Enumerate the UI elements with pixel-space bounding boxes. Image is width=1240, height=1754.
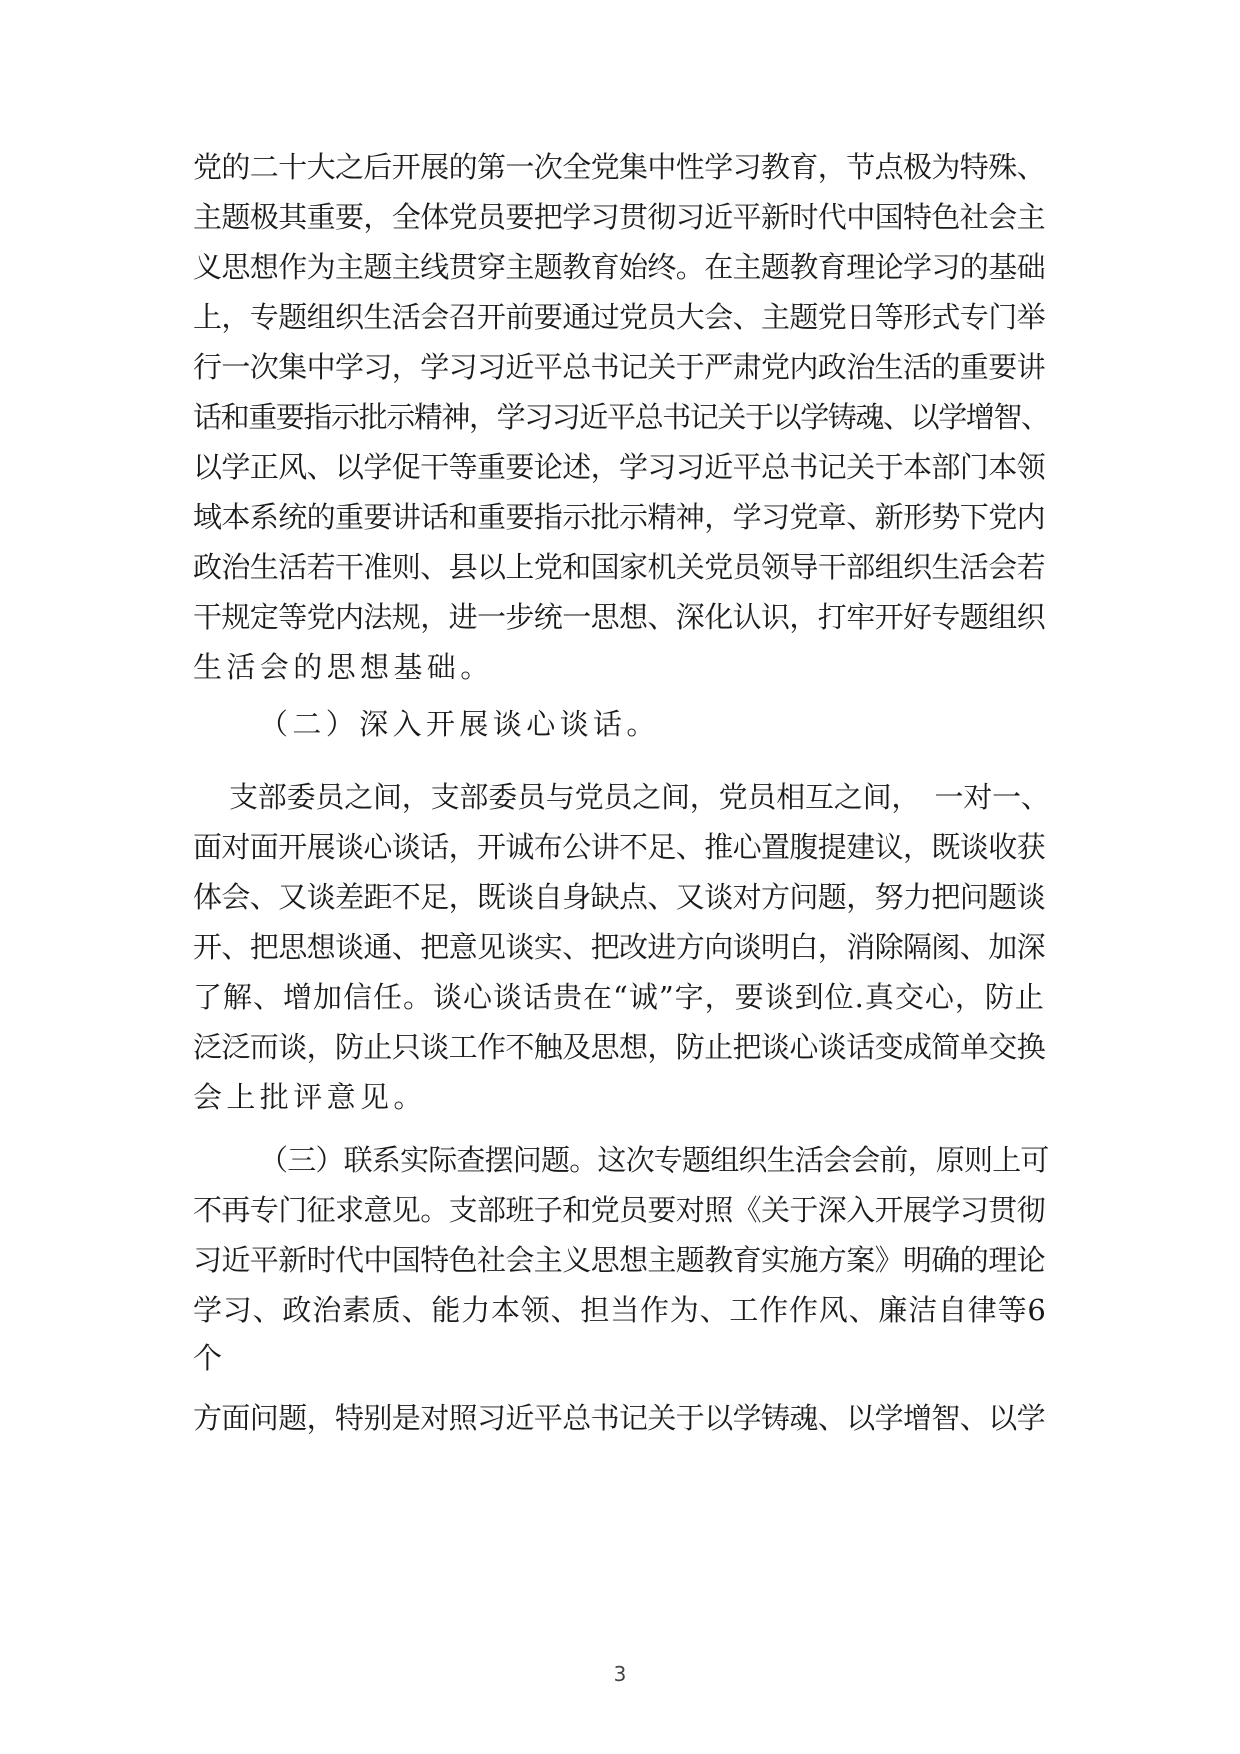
section-heading-two: （二）深入开展谈心谈话。 <box>259 707 660 741</box>
text-line: 行一次集中学习，学习习近平总书记关于严肃党内政治生活的重要讲 <box>193 350 1046 384</box>
text-line: 不再专门征求意见。支部班子和党员要对照《关于深入开展学习贯彻 <box>193 1193 1046 1227</box>
text-line: 域本系统的重要讲话和重要指示批示精神，学习党章、新形势下党内 <box>193 500 1046 534</box>
text-line: 体会、又谈差距不足，既谈自身缺点、又谈对方问题，努力把问题谈 <box>193 880 1046 914</box>
text-line: 党的二十大之后开展的第一次全党集中性学习教育，节点极为特殊、 <box>193 150 1046 184</box>
text-line: 学习、政治素质、能力本领、担当作为、工作作风、廉洁自律等6 <box>193 1293 1047 1327</box>
text-line: 开、把思想谈通、把意见谈实、把改进方向谈明白，消除隔阂、加深 <box>193 930 1046 964</box>
text-line: 以学正风、以学促干等重要论述，学习习近平总书记关于本部门本领 <box>193 450 1046 484</box>
text-line: 泛泛而谈，防止只谈工作不触及思想，防止把谈心谈话变成简单交换 <box>193 1030 1046 1064</box>
text-line: 干规定等党内法规，进一步统一思想、深化认识，打牢开好专题组织 <box>193 600 1046 634</box>
text-line: 习近平新时代中国特色社会主义思想主题教育实施方案》明确的理论 <box>193 1243 1046 1277</box>
text-line: 义思想作为主题主线贯穿主题教育始终。在主题教育理论学习的基础 <box>193 250 1046 284</box>
section-heading-three: （三）联系实际查摆问题。这次专题组织生活会会前，原则上可 <box>259 1143 1049 1177</box>
text-line: 话和重要指示批示精神，学习习近平总书记关于以学铸魂、以学增智、 <box>193 400 1049 434</box>
text-line: 了解、增加信任。谈心谈话贵在“诚”字，要谈到位.真交心，防止 <box>193 980 1045 1014</box>
text-line: 主题极其重要，全体党员要把学习贯彻习近平新时代中国特色社会主 <box>193 200 1046 234</box>
text-line: 个 <box>193 1341 227 1375</box>
text-line: 生活会的思想基础。 <box>193 650 494 684</box>
page-number: 3 <box>613 1662 627 1686</box>
text-line: 方面问题，特别是对照习近平总书记关于以学铸魂、以学增智、以学 <box>193 1401 1046 1435</box>
text-line: 会上批评意见。 <box>193 1080 427 1114</box>
text-line: 上，专题组织生活会召开前要通过党员大会、主题党日等形式专门举 <box>193 300 1046 334</box>
text-line: 支部委员之间，支部委员与党员之间，党员相互之间， 一对一、 <box>229 780 1050 814</box>
text-line: 面对面开展谈心谈话，开诚布公讲不足、推心置腹提建议，既谈收获 <box>193 830 1046 864</box>
text-line: 政治生活若干准则、县以上党和国家机关党员领导干部组织生活会若 <box>193 550 1046 584</box>
